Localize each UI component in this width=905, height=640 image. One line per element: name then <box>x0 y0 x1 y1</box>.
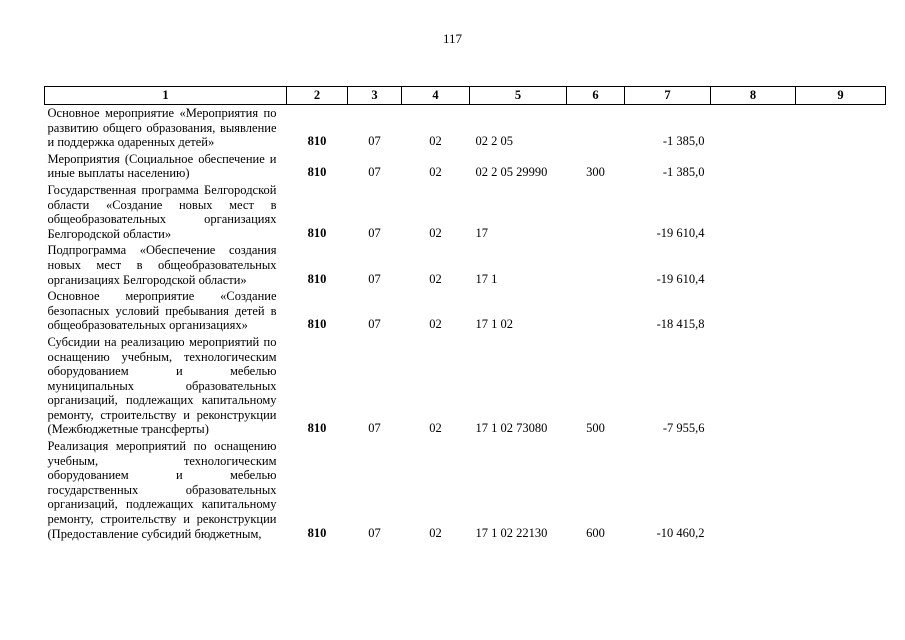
row-col-9 <box>796 334 886 438</box>
row-description: Мероприятия (Социальное обеспечение и иные выплаты населению) <box>47 151 277 181</box>
table-row <box>45 182 886 242</box>
row-col-8 <box>711 242 796 288</box>
row-col-8 <box>711 288 796 334</box>
row-description: Государственная программа Белгородской области «Создание новых мест в общеобразовательных организациях Белгородской области» <box>47 182 277 241</box>
column-header-2: 2 <box>287 87 348 105</box>
row-col-6: 500 <box>586 421 605 436</box>
row-col-4: 02 <box>429 317 442 332</box>
row-col-9 <box>796 105 886 151</box>
table-row <box>45 288 886 334</box>
row-col-4: 02 <box>429 421 442 436</box>
row-col-8 <box>711 151 796 182</box>
column-header-9: 9 <box>796 87 886 105</box>
table-row <box>45 105 886 151</box>
row-description: Реализация мероприятий по оснащению учебным, технологическим оборудованием и мебелью государственных образовательных организаций, подлежащих капитальному ремонту, строительству и реконструкции (Предоставление субсидий бюджетным, <box>47 439 277 541</box>
row-col-7: -18 415,8 <box>656 317 705 332</box>
row-col-8 <box>711 438 796 542</box>
row-col-5: 17 1 02 22130 <box>475 525 548 540</box>
row-col-8 <box>711 182 796 242</box>
row-col-3: 07 <box>368 165 381 180</box>
table-row <box>45 242 886 288</box>
row-col-6: 600 <box>586 525 605 540</box>
row-col-3: 07 <box>368 421 381 436</box>
row-col-3: 07 <box>368 134 381 149</box>
row-col-9 <box>796 438 886 542</box>
row-col-8 <box>711 105 796 151</box>
page-number: 117 <box>442 31 463 46</box>
row-col-4: 02 <box>429 271 442 286</box>
row-col-5: 02 2 05 29990 <box>475 165 548 180</box>
column-header-8: 8 <box>711 87 796 105</box>
row-col-7: -7 955,6 <box>662 421 705 436</box>
row-col-5: 17 1 02 73080 <box>475 421 548 436</box>
table-row <box>45 151 886 182</box>
column-header-4: 4 <box>402 87 470 105</box>
row-col-3: 07 <box>368 525 381 540</box>
row-col-3: 07 <box>368 317 381 332</box>
row-col-7: -10 460,2 <box>656 525 705 540</box>
table-row <box>45 334 886 438</box>
column-header-3: 3 <box>348 87 402 105</box>
row-col-9 <box>796 151 886 182</box>
row-col-2: 810 <box>307 525 327 540</box>
column-header-5: 5 <box>470 87 567 105</box>
row-col-9 <box>796 182 886 242</box>
row-col-5: 17 <box>475 225 488 240</box>
row-description: Субсидии на реализацию мероприятий по оснащению учебным, технологическим оборудованием и мебелью муниципальных образовательных организаций, подлежащих капитальному ремонту, строительству и реконструкции (Межбюджетные трансферты) <box>47 334 277 437</box>
row-col-9 <box>796 242 886 288</box>
row-col-6: 300 <box>586 165 605 180</box>
row-col-7: -1 385,0 <box>662 134 705 149</box>
row-col-7: -19 610,4 <box>656 225 705 240</box>
table-body <box>45 105 886 543</box>
row-col-6 <box>567 105 625 151</box>
row-col-2: 810 <box>307 317 327 332</box>
row-col-5: 02 2 05 <box>475 134 513 149</box>
table-row <box>45 438 886 542</box>
row-col-2: 810 <box>307 421 327 436</box>
row-col-5: 17 1 <box>475 271 498 286</box>
budget-table <box>44 86 886 542</box>
row-col-4: 02 <box>429 225 442 240</box>
column-header-1: 1 <box>45 87 287 105</box>
row-col-2: 810 <box>307 225 327 240</box>
row-col-2: 810 <box>307 134 327 149</box>
column-header-7: 7 <box>625 87 711 105</box>
row-description: Основное мероприятие «Создание безопасных условий пребывания детей в общеобразовательных организациях» <box>47 289 277 333</box>
row-col-6 <box>567 242 625 288</box>
row-col-7: -1 385,0 <box>662 165 705 180</box>
row-description: Подпрограмма «Обеспечение создания новых мест в общеобразовательных организациях Белгородской области» <box>47 243 277 287</box>
row-description: Основное мероприятие «Мероприятия по развитию общего образования, выявление и поддержка одаренных детей» <box>47 106 277 150</box>
row-col-7: -19 610,4 <box>656 271 705 286</box>
row-col-8 <box>711 334 796 438</box>
row-col-2: 810 <box>307 271 327 286</box>
row-col-6 <box>567 182 625 242</box>
table-header <box>45 87 886 105</box>
row-col-6 <box>567 288 625 334</box>
column-header-6: 6 <box>567 87 625 105</box>
row-col-4: 02 <box>429 134 442 149</box>
row-col-2: 810 <box>307 165 327 180</box>
row-col-5: 17 1 02 <box>475 317 513 332</box>
row-col-4: 02 <box>429 525 442 540</box>
row-col-3: 07 <box>368 225 381 240</box>
row-col-3: 07 <box>368 271 381 286</box>
row-col-9 <box>796 288 886 334</box>
row-col-4: 02 <box>429 165 442 180</box>
